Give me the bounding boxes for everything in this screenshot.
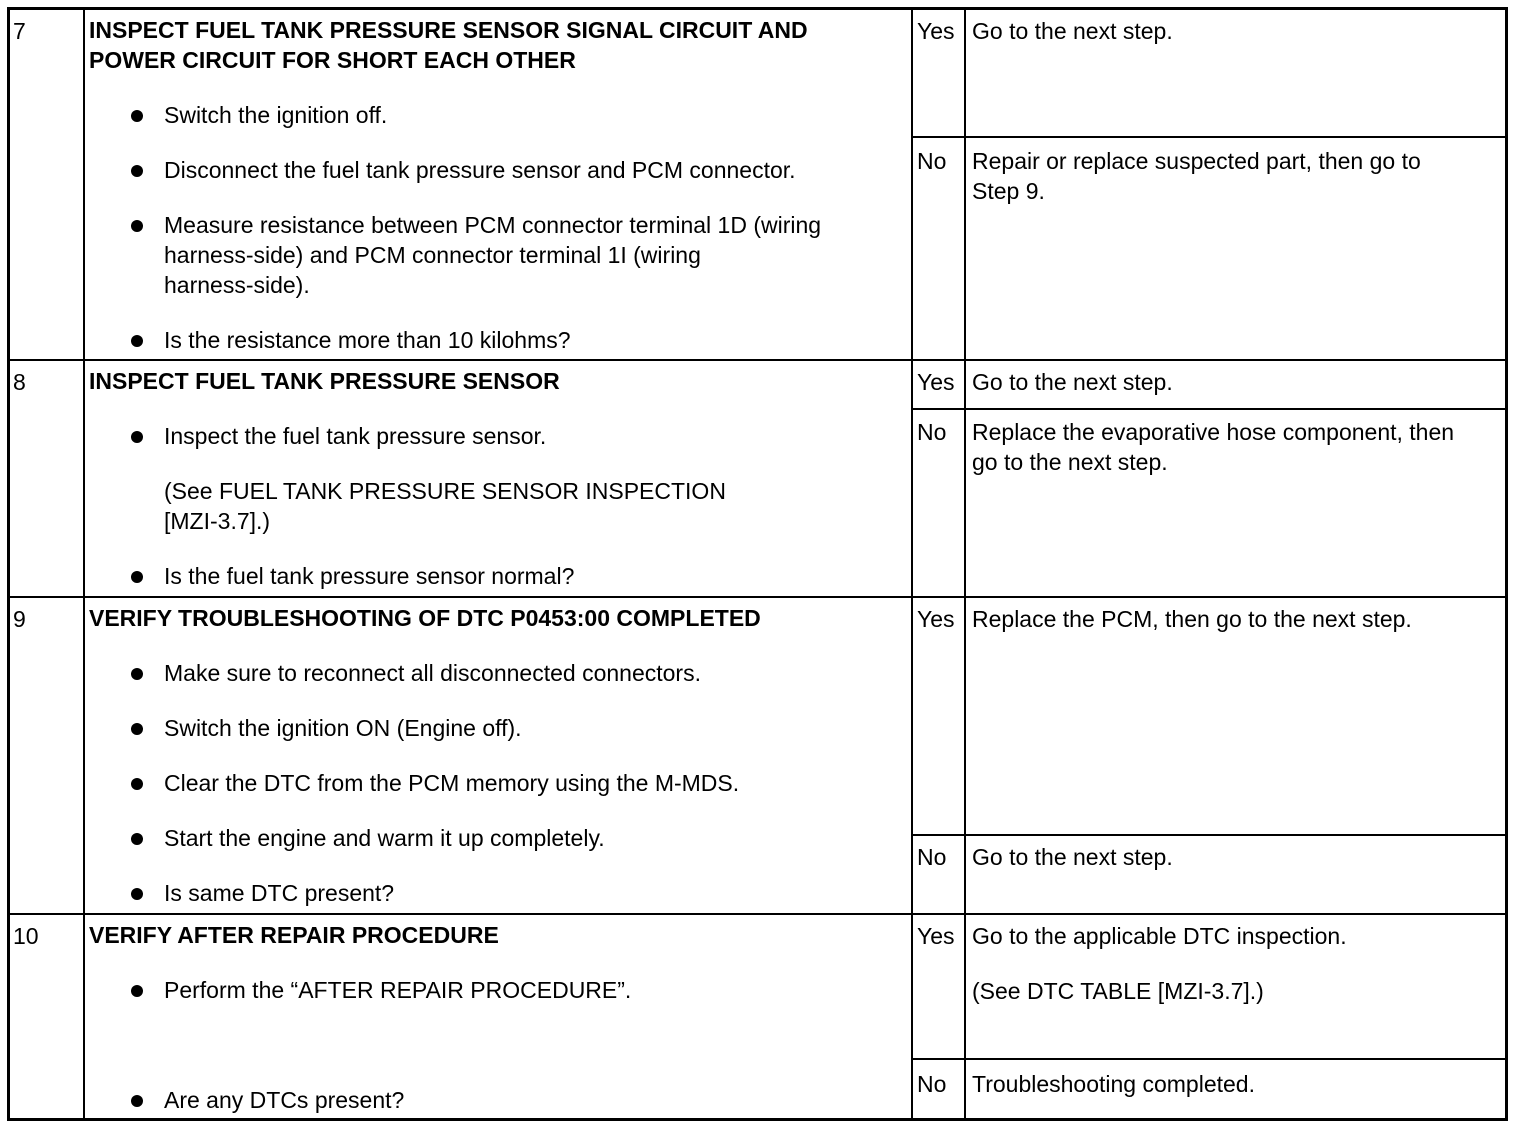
reference-note: (See FUEL TANK PRESSURE SENSOR INSPECTION [MZI-3.7].) [164,478,726,534]
step-action [89,920,899,1115]
yes-label: Yes [917,18,955,44]
yes-result: Replace the PCM, then go to the next step. [972,606,1412,632]
step-item: Is same DTC present? [89,878,899,908]
yes-label: Yes [917,923,955,949]
no-label: No [917,1071,947,1097]
bullet-icon [131,778,143,790]
step-row-8 [10,361,1505,596]
step-number: 9 [13,606,26,632]
yes-result: Go to the next step. [972,18,1173,44]
no-label: No [917,148,947,174]
step-title: VERIFY AFTER REPAIR PROCEDURE [89,922,499,948]
step-item: Inspect the fuel tank pressure sensor. [89,421,899,451]
no-result: Go to the next step. [972,844,1173,870]
step-item: Measure resistance between PCM connector terminal 1D (wiring harness-side) and PCM connector terminal 1I (wiring harness-side). [89,210,899,300]
bullet-icon [131,985,143,997]
bullet-icon [131,220,143,232]
step-row-10 [10,915,1505,1118]
step-number: 7 [13,18,26,44]
step-item: Perform the “AFTER REPAIR PROCEDURE”. [89,975,899,1005]
bullet-icon [131,431,143,443]
step-item: Switch the ignition off. [89,100,899,130]
no-label: No [917,844,947,870]
bullet-icon [131,833,143,845]
bullet-icon [131,668,143,680]
step-row-7 [10,10,1505,359]
bullet-icon [131,110,143,122]
no-result: Repair or replace suspected part, then go to Step 9. [972,148,1421,204]
step-title: INSPECT FUEL TANK PRESSURE SENSOR SIGNAL CIRCUIT AND POWER CIRCUIT FOR SHORT EACH OTHER [89,17,808,73]
step-item: Are any DTCs present? [89,1085,899,1115]
yes-result: Go to the next step. [972,369,1173,395]
yes-label: Yes [917,369,955,395]
step-action [89,603,899,908]
no-label: No [917,419,947,445]
yes-result: Go to the applicable DTC inspection. (See DTC TABLE [MZI-3.7].) [972,923,1347,1004]
bullet-icon [131,335,143,347]
bullet-icon [131,888,143,900]
step-number: 10 [13,923,39,949]
bullet-icon [131,723,143,735]
bullet-icon [131,165,143,177]
step-item: Switch the ignition ON (Engine off). [89,713,899,743]
step-action [89,366,899,591]
step-item: Is the resistance more than 10 kilohms? [89,325,899,355]
step-item: Clear the DTC from the PCM memory using the M-MDS. [89,768,899,798]
no-result: Troubleshooting completed. [972,1071,1255,1097]
step-title: INSPECT FUEL TANK PRESSURE SENSOR [89,368,560,394]
step-number: 8 [13,369,26,395]
step-item: Disconnect the fuel tank pressure sensor and PCM connector. [89,155,899,185]
step-action [89,15,899,355]
bullet-icon [131,1095,143,1107]
bullet-icon [131,571,143,583]
step-row-9 [10,598,1505,913]
no-result: Replace the evaporative hose component, then go to the next step. [972,419,1455,475]
step-item: Start the engine and warm it up completely. [89,823,899,853]
step-item: Make sure to reconnect all disconnected connectors. [89,658,899,688]
step-title: VERIFY TROUBLESHOOTING OF DTC P0453:00 COMPLETED [89,605,761,631]
yes-label: Yes [917,606,955,632]
troubleshooting-table [7,7,1508,1121]
step-item: Is the fuel tank pressure sensor normal? [89,561,899,591]
